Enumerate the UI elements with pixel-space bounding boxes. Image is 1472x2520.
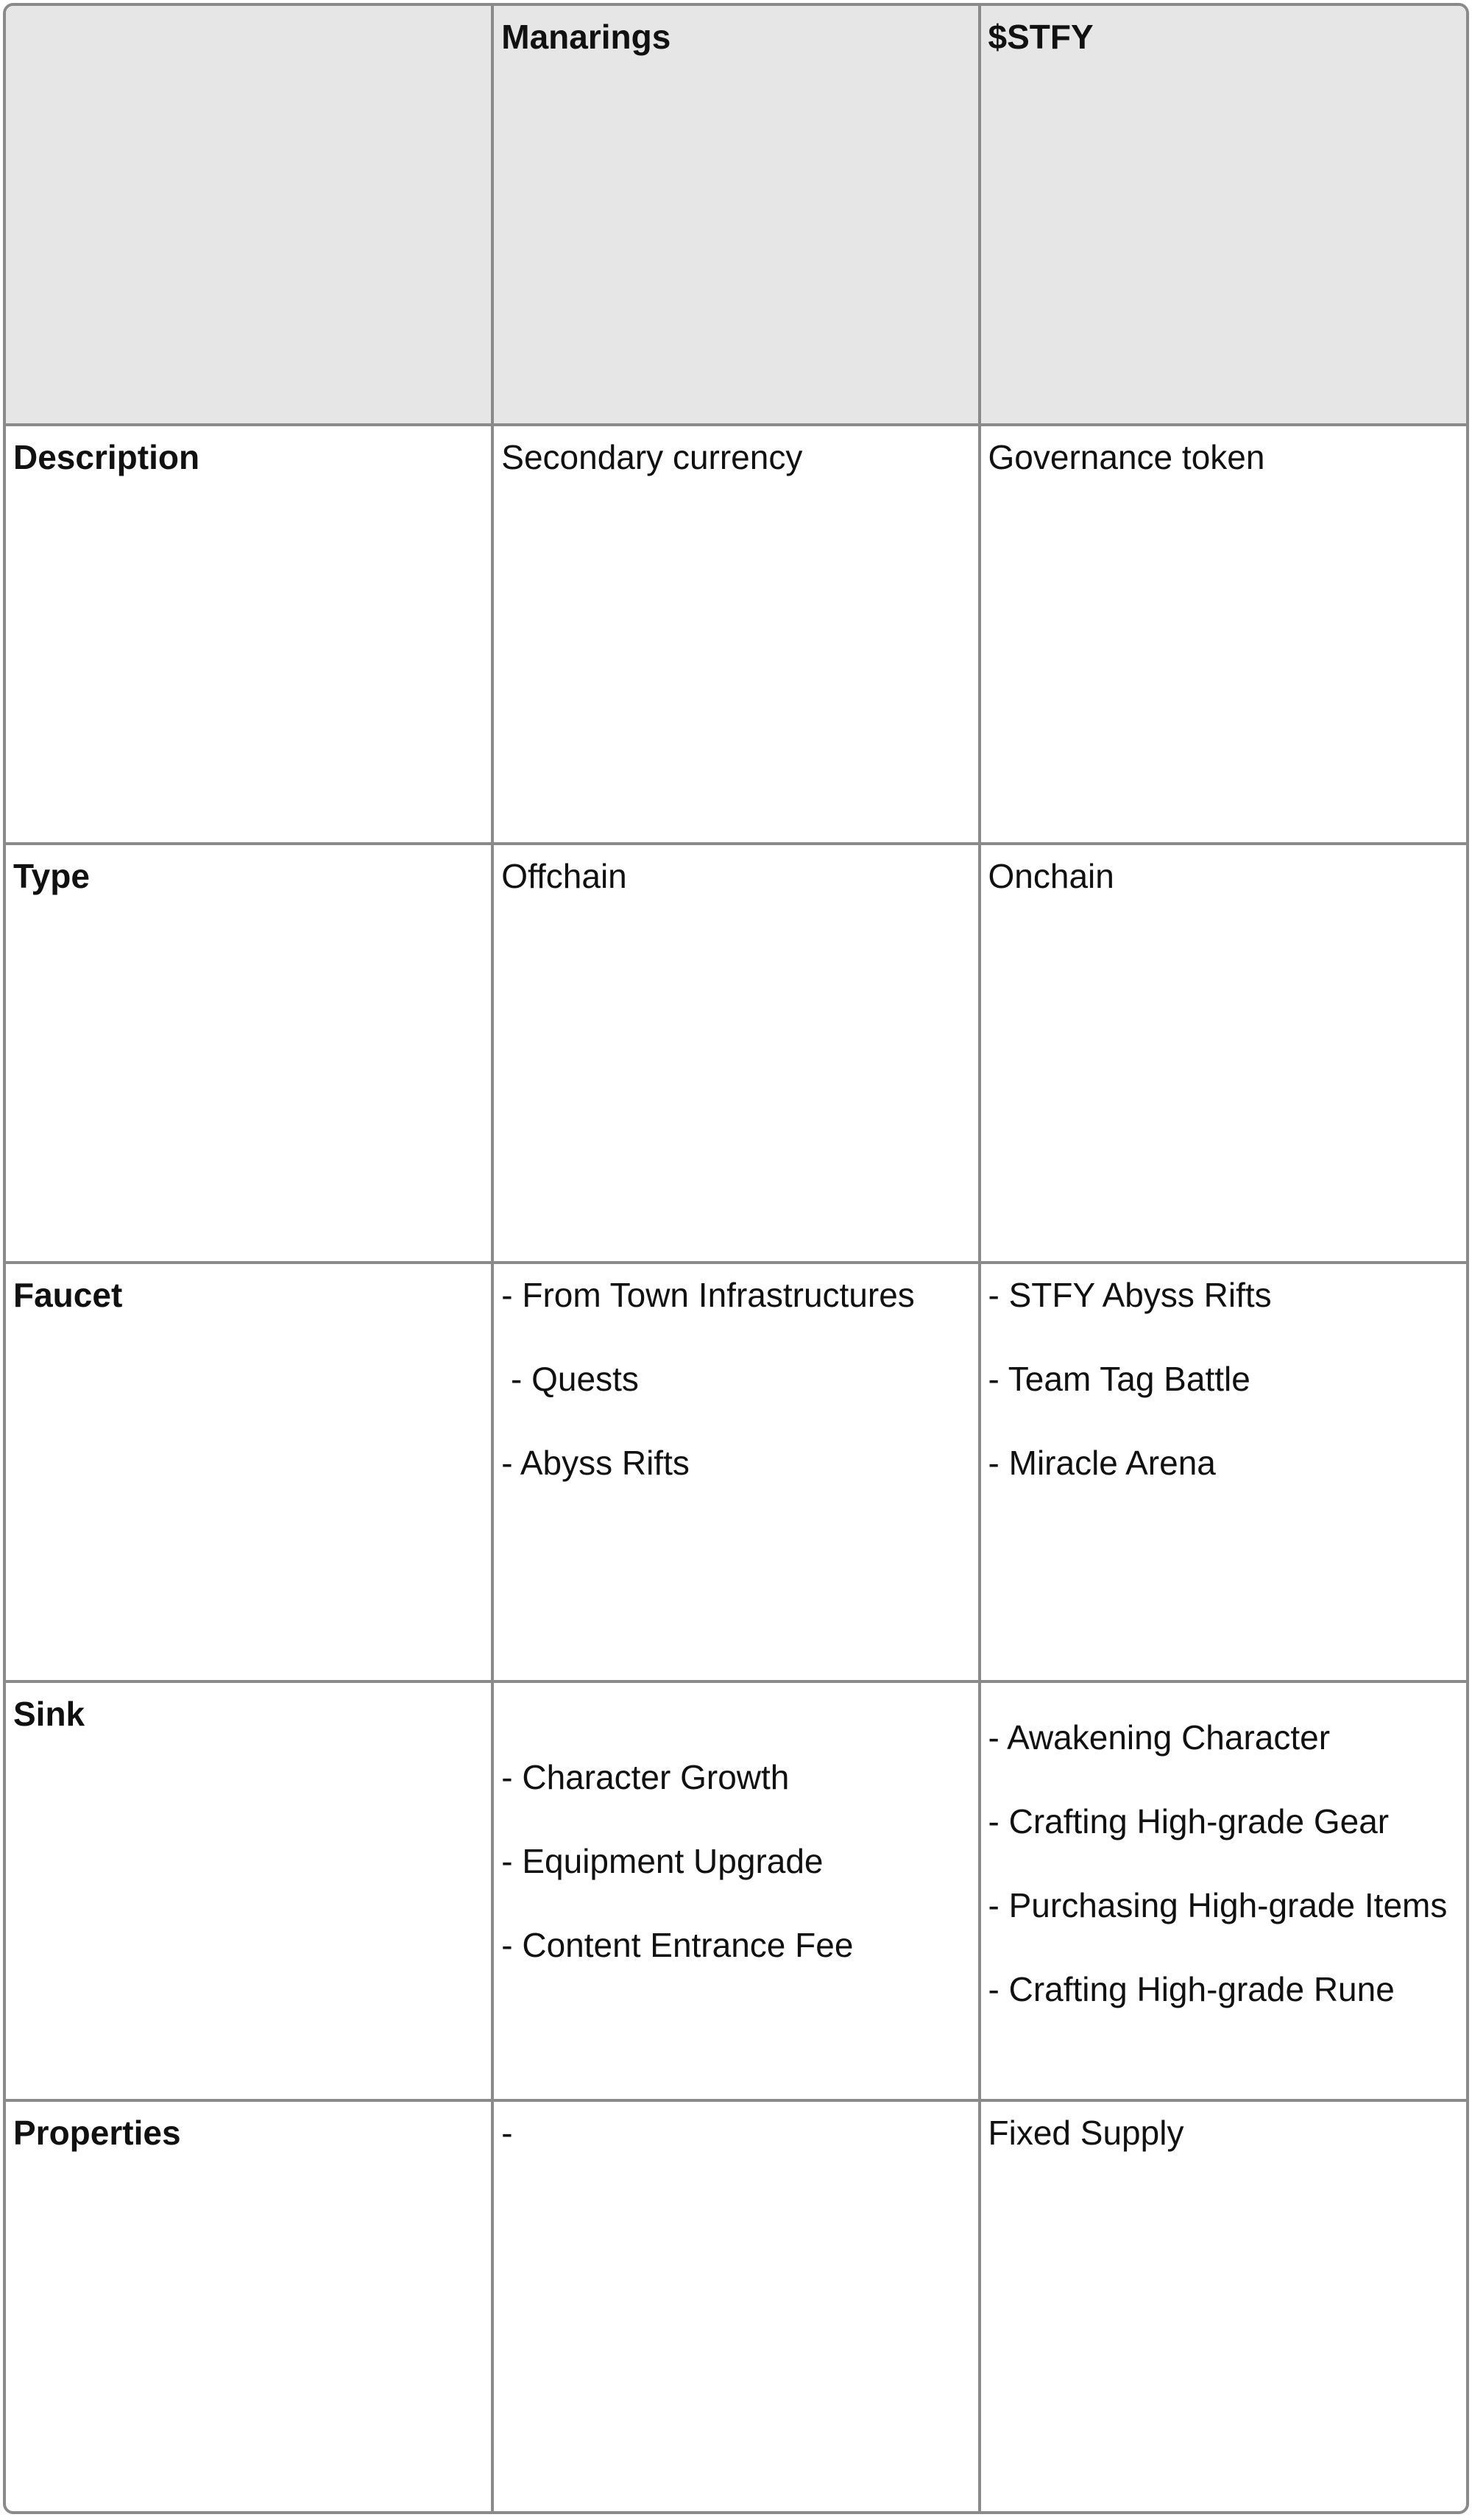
list-item: - From Town Infrastructures [501, 1276, 915, 1314]
cell-faucet-stfy [980, 1263, 1466, 1681]
row-label-sink: Sink [6, 1681, 492, 2100]
list-item: - Crafting High-grade Gear [988, 1802, 1390, 1840]
table-row-type [6, 844, 1466, 1263]
cell-description-manarings: Secondary currency [492, 425, 979, 844]
header-manarings: Manarings [492, 6, 979, 425]
row-label-description: Description [6, 425, 492, 844]
list-item: - Abyss Rifts [501, 1444, 690, 1482]
cell-description-stfy: Governance token [980, 425, 1466, 844]
list-item: - Team Tag Battle [988, 1360, 1250, 1398]
faucet-manarings-list [501, 1274, 970, 1483]
list-item: - Equipment Upgrade [501, 1842, 824, 1880]
cell-properties-stfy: Fixed Supply [980, 2100, 1466, 2514]
sink-manarings-list [501, 1757, 970, 1966]
cell-type-stfy: Onchain [980, 844, 1466, 1263]
header-stfy: $STFY [980, 6, 1466, 425]
table-row-description [6, 425, 1466, 844]
list-item: - STFY Abyss Rifts [988, 1276, 1272, 1314]
list-item: - Purchasing High-grade Items [988, 1886, 1448, 1924]
row-label-type: Type [6, 844, 492, 1263]
list-item: - Miracle Arena [988, 1444, 1216, 1482]
list-item: - Character Growth [501, 1758, 790, 1796]
cell-faucet-manarings [492, 1263, 979, 1681]
list-item: - Content Entrance Fee [501, 1926, 854, 1964]
cell-properties-manarings: - [492, 2100, 979, 2514]
row-label-properties: Properties [6, 2100, 492, 2514]
cell-type-manarings: Offchain [492, 844, 979, 1263]
list-item: - Crafting High-grade Rune [988, 1970, 1395, 2008]
cell-sink-stfy [980, 1681, 1466, 2100]
currency-comparison-table [6, 6, 1466, 2514]
list-item: - Quests [501, 1360, 639, 1398]
sink-stfy-list [988, 1717, 1459, 2010]
table-row-properties [6, 2100, 1466, 2514]
table-row-sink [6, 1681, 1466, 2100]
table-row-faucet [6, 1263, 1466, 1681]
header-empty-cell [6, 6, 492, 425]
faucet-stfy-list [988, 1274, 1459, 1483]
cell-sink-manarings [492, 1681, 979, 2100]
table-header-row [6, 6, 1466, 425]
list-item: - Awakening Character [988, 1718, 1331, 1757]
comparison-table [3, 3, 1469, 2514]
row-label-faucet: Faucet [6, 1263, 492, 1681]
